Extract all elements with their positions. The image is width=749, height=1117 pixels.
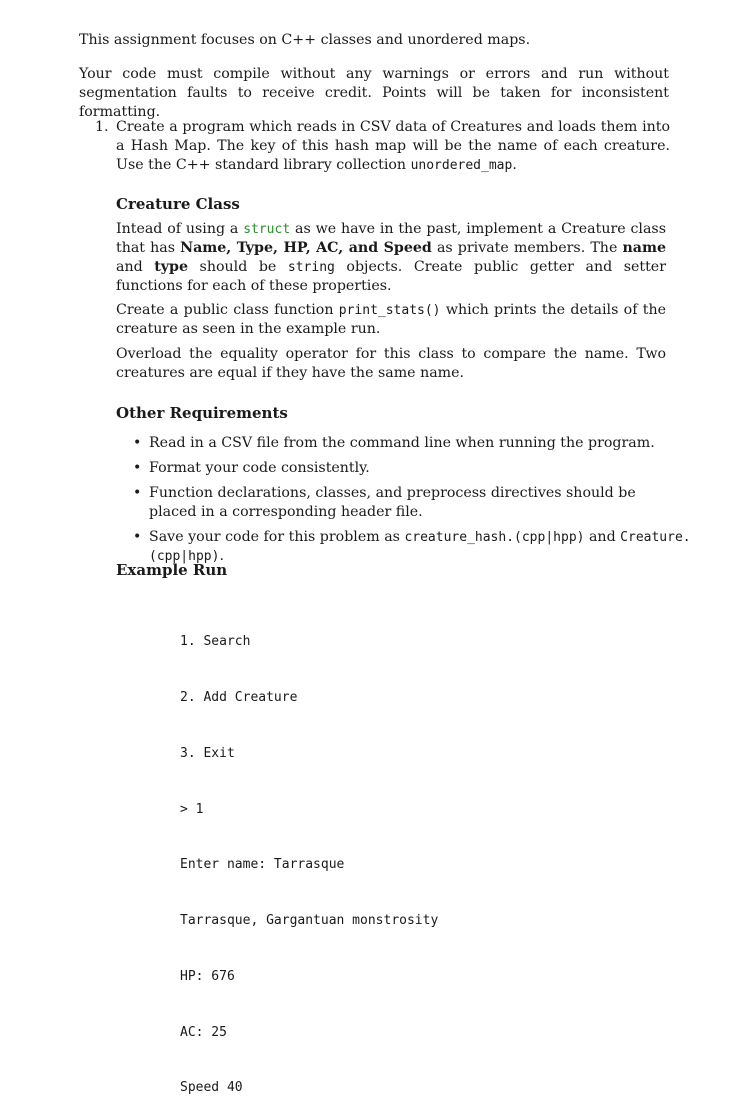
task-number: 1.: [95, 119, 109, 135]
list-item: • Format your code consistently.: [133, 460, 370, 476]
code-creature-hash: creature_hash.(cpp|hpp): [404, 530, 585, 545]
example-run-output: [180, 596, 438, 1117]
requirements-list: [133, 434, 733, 572]
other-requirements-heading: Other Requirements: [116, 404, 288, 422]
task-item-1: [95, 118, 670, 175]
intro-paragraph: This assignment focuses on C++ classes and unordered maps.: [79, 32, 531, 48]
overload-paragraph: Overload the equality operator for this class to compare the name. Two creatures are equal if they have the same name.: [116, 346, 666, 381]
code-line: Tarrasque, Gargantuan monstrosity: [180, 913, 439, 929]
code-line: > 1: [180, 801, 204, 817]
code-line: HP: 676: [180, 968, 235, 984]
code-line: 1. Search: [180, 634, 251, 650]
code-unordered-map: unordered_map: [410, 158, 513, 173]
code-string: string: [287, 260, 335, 275]
list-item: • Read in a CSV file from the command line when running the program.: [133, 435, 655, 451]
code-print-stats: print_stats(): [338, 303, 441, 318]
list-item: • Save your code for this problem as creature_hash.(cpp|hpp) and Creature.(cpp|hpp).: [133, 529, 691, 564]
code-line: 2. Add Creature: [180, 689, 298, 705]
list-item: • Function declarations, classes, and preprocess directives should be placed in a corresponding header file.: [133, 485, 636, 520]
creature-class-heading: Creature Class: [116, 195, 240, 213]
code-struct: struct: [243, 222, 291, 237]
example-run-heading: Example Run: [116, 561, 228, 579]
creature-class-paragraph: Intead of using a struct as we have in the past, implement a Creature class that has Name, Type, HP, AC, and Speed as private members. The name and type should be string objects. Create public getter and setter functions for each of these properties.: [116, 221, 666, 294]
code-line: AC: 25: [180, 1024, 227, 1040]
print-stats-paragraph: Create a public class function print_stats() which prints the details of the creature as seen in the example run.: [116, 302, 666, 337]
code-line: Speed 40: [180, 1080, 243, 1096]
requirements-paragraph: Your code must compile without any warnings or errors and run without segmentation faults to receive credit. Points will be taken for inconsistent formatting.: [79, 66, 669, 120]
code-line: Enter name: Tarrasque: [180, 857, 345, 873]
task-text: Create a program which reads in CSV data of Creatures and loads them into a Hash Map. The key of this hash map will be the name of each creature. Use the C++ standard library collection unordered_map.: [116, 119, 670, 173]
code-creature-file: Creature.(cpp|hpp): [149, 530, 691, 564]
code-line: 3. Exit: [180, 745, 235, 761]
